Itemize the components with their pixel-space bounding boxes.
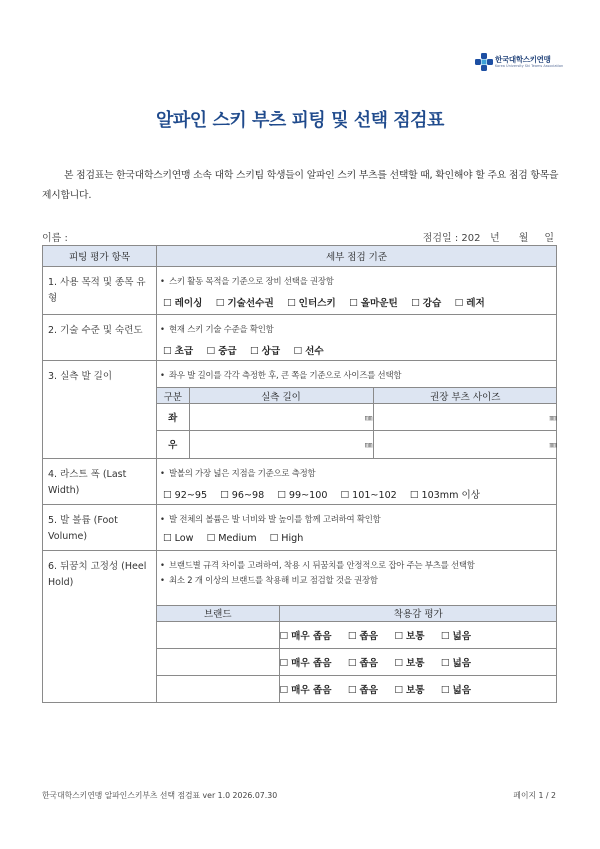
column-header-item: 피팅 평가 항목 — [43, 246, 157, 267]
criteria-bullet: • 발볼의 가장 넓은 지점을 기준으로 측정함 — [157, 467, 556, 480]
checkbox-icon: ☐ — [347, 630, 357, 642]
item-label: 1. 사용 목적 및 종목 유형 — [48, 277, 146, 304]
checkbox-icon: ☐ — [215, 298, 225, 309]
logo-name: 한국대학스키연맹 — [495, 55, 551, 64]
criteria-cell — [157, 504, 557, 550]
row-foot-volume — [43, 504, 157, 550]
checkbox-width-103-plus[interactable]: ☐ 103mm 이상 — [409, 489, 481, 501]
checkbox-technical[interactable]: ☐ 기술선수권 — [215, 298, 274, 309]
checkbox-advanced[interactable]: ☐ 상급 — [250, 346, 281, 357]
fit-rating-options — [279, 621, 557, 648]
checkbox-intermediate[interactable]: ☐ 중급 — [206, 346, 237, 357]
grid-header-recommended: 권장 부츠 사이즈 — [373, 388, 557, 404]
item-label: 5. 발 볼륨 (Foot Volume) — [48, 514, 118, 542]
left-measured-field[interactable]: ㎜ — [189, 404, 373, 431]
intro-text: 본 점검표는 한국대학스키연맹 소속 대학 스키팀 학생들이 알파인 스키 부츠를 선택할 때, 확인해야 할 주요 점검 항목을 제시합니다. — [42, 170, 559, 201]
checkbox-icon: ☐ — [163, 298, 172, 309]
checkbox-icon: ☐ — [206, 346, 216, 357]
checkbox-athlete[interactable]: ☐ 선수 — [293, 346, 324, 357]
criteria-bullet: • 최소 2 개 이상의 브랜드를 착용해 비교 점검할 것을 권장함 — [157, 574, 556, 587]
federation-logo — [474, 52, 564, 72]
criteria-cell — [157, 458, 557, 504]
item-label: 4. 라스트 폭 (Last Width) — [48, 468, 127, 496]
checkbox-leisure[interactable]: ☐ 레저 — [454, 298, 485, 309]
checkbox-icon: ☐ — [394, 684, 403, 696]
checkbox-beginner[interactable]: ☐ 초급 — [163, 346, 194, 357]
grid-header-fit-rating: 착용감 평가 — [279, 605, 557, 621]
checkbox-icon: ☐ — [347, 657, 357, 669]
criteria-cell — [157, 315, 557, 361]
grid-header-measured: 실측 길이 — [189, 388, 373, 404]
ski-federation-emblem-icon — [474, 52, 494, 72]
checkbox-width-96-98[interactable]: ☐ 96~98 — [220, 489, 265, 501]
checkbox-icon: ☐ — [279, 684, 289, 696]
foot-length-grid — [157, 387, 557, 458]
item-label: 2. 기술 수준 및 숙련도 — [48, 325, 143, 336]
checkbox-volume-high[interactable]: ☐ High — [269, 532, 304, 544]
left-foot-label: 좌 — [157, 404, 189, 431]
row-usage-purpose — [43, 267, 157, 315]
foot-volume-options — [163, 533, 556, 544]
document-title: 알파인 스키 부츠 피팅 및 선택 점검표 — [156, 110, 444, 131]
checkbox-narrow[interactable]: ☐ 좁음 — [347, 630, 379, 642]
inspection-date-label[interactable]: 점검일 : 202 년 월 일 — [422, 233, 554, 244]
checkbox-width-99-100[interactable]: ☐ 99~100 — [277, 489, 328, 501]
checkbox-normal[interactable]: ☐ 보통 — [394, 657, 425, 669]
checkbox-icon: ☐ — [277, 489, 286, 501]
checkbox-width-101-102[interactable]: ☐ 101~102 — [340, 489, 397, 501]
checkbox-lesson[interactable]: ☐ 강습 — [411, 298, 442, 309]
left-recommended-field[interactable]: ㎜ — [373, 404, 557, 431]
brand-field[interactable] — [157, 675, 279, 702]
checkbox-racing[interactable]: ☐ 레이싱 — [163, 298, 203, 309]
grid-header-side: 구분 — [157, 388, 189, 404]
brand-evaluation-grid — [157, 605, 557, 703]
criteria-bullet: • 브랜드별 규격 차이를 고려하여, 착용 시 뒤꿈치를 안정적으로 잡아 주는 부츠를 선택함 — [157, 559, 556, 572]
usage-options — [163, 295, 556, 309]
criteria-cell — [157, 361, 557, 459]
checkbox-icon: ☐ — [349, 298, 358, 309]
checkbox-icon: ☐ — [163, 489, 172, 501]
row-skill-level — [43, 315, 157, 361]
checkbox-narrow[interactable]: ☐ 좁음 — [347, 657, 379, 669]
intro-paragraph — [42, 166, 562, 206]
row-heel-hold — [43, 550, 157, 703]
page-number: 페이지 1 / 2 — [513, 791, 556, 800]
checkbox-icon: ☐ — [279, 657, 289, 669]
checkbox-icon: ☐ — [220, 489, 229, 501]
checkbox-icon: ☐ — [394, 630, 403, 642]
checkbox-icon: ☐ — [163, 532, 172, 544]
checkbox-icon: ☐ — [287, 298, 296, 309]
checkbox-wide[interactable]: ☐ 넓음 — [440, 684, 472, 696]
item-label: 3. 실측 발 길이 — [48, 371, 113, 382]
brand-field[interactable] — [157, 621, 279, 648]
criteria-cell — [157, 550, 557, 703]
name-date-row — [42, 229, 556, 243]
fit-rating-options — [279, 675, 557, 702]
footer-document-info: 한국대학스키연맹 알파인스키부츠 선택 점검표 ver 1.0 2026.07.30 — [42, 791, 278, 800]
checkbox-icon: ☐ — [440, 684, 450, 696]
checkbox-interski[interactable]: ☐ 인터스키 — [287, 298, 336, 309]
page-footer — [42, 790, 556, 801]
logo-subtitle: Korea University Ski Teams Association — [495, 64, 564, 68]
checkbox-icon: ☐ — [394, 657, 403, 669]
skill-options — [163, 343, 556, 357]
right-foot-label: 우 — [157, 431, 189, 458]
checkbox-icon: ☐ — [340, 489, 350, 501]
checkbox-icon: ☐ — [454, 298, 464, 309]
grid-header-brand: 브랜드 — [157, 605, 279, 621]
checkbox-icon: ☐ — [347, 684, 357, 696]
checkbox-normal[interactable]: ☐ 보통 — [394, 684, 425, 696]
criteria-bullet: • 현재 스키 기술 수준을 확인함 — [157, 323, 556, 336]
checkbox-icon: ☐ — [279, 630, 289, 642]
right-measured-field[interactable]: ㎜ — [189, 431, 373, 458]
checkbox-icon: ☐ — [440, 657, 450, 669]
brand-field[interactable] — [157, 648, 279, 675]
checkbox-very-narrow[interactable]: ☐ 매우 좁음 — [279, 630, 332, 642]
checkbox-icon: ☐ — [440, 630, 450, 642]
checkbox-icon: ☐ — [163, 346, 172, 357]
checkbox-volume-medium[interactable]: ☐ Medium — [206, 532, 257, 544]
right-recommended-field[interactable]: ㎜ — [373, 431, 557, 458]
checkbox-icon: ☐ — [206, 532, 216, 544]
checkbox-width-92-95[interactable]: ☐ 92~95 — [163, 489, 208, 501]
checkbox-icon: ☐ — [269, 532, 279, 544]
item-label: 6. 뒤꿈치 고정성 (Heel Hold) — [48, 560, 147, 588]
name-label[interactable]: 이름 : — [42, 233, 68, 244]
checkbox-wide[interactable]: ☐ 넓음 — [440, 657, 472, 669]
criteria-bullet: • 스키 활동 목적을 기준으로 장비 선택을 권장함 — [157, 275, 556, 288]
checkbox-very-narrow[interactable]: ☐ 매우 좁음 — [279, 657, 332, 669]
checkbox-icon: ☐ — [409, 489, 419, 501]
checkbox-narrow[interactable]: ☐ 좁음 — [347, 684, 379, 696]
fit-rating-options — [279, 648, 557, 675]
column-header-criteria: 세부 점검 기준 — [157, 246, 557, 267]
row-foot-length — [43, 361, 157, 459]
criteria-bullet: • 발 전체의 볼륨은 발 너비와 발 높이를 함께 고려하여 확인함 — [157, 513, 556, 526]
checkbox-allmountain[interactable]: ☐ 올마운틴 — [349, 298, 398, 309]
last-width-options — [163, 487, 556, 501]
criteria-cell — [157, 267, 557, 315]
checkbox-icon: ☐ — [411, 298, 420, 309]
checkbox-wide[interactable]: ☐ 넓음 — [440, 630, 472, 642]
checkbox-icon: ☐ — [250, 346, 259, 357]
checkbox-icon: ☐ — [293, 346, 303, 357]
row-last-width — [43, 458, 157, 504]
checkbox-normal[interactable]: ☐ 보통 — [394, 630, 425, 642]
checkbox-volume-low[interactable]: ☐ Low — [163, 532, 194, 544]
criteria-bullet: • 좌우 발 길이를 각각 측정한 후, 큰 쪽을 기준으로 사이즈를 선택함 — [157, 369, 556, 382]
checkbox-very-narrow[interactable]: ☐ 매우 좁음 — [279, 684, 332, 696]
checklist-table — [42, 245, 557, 703]
